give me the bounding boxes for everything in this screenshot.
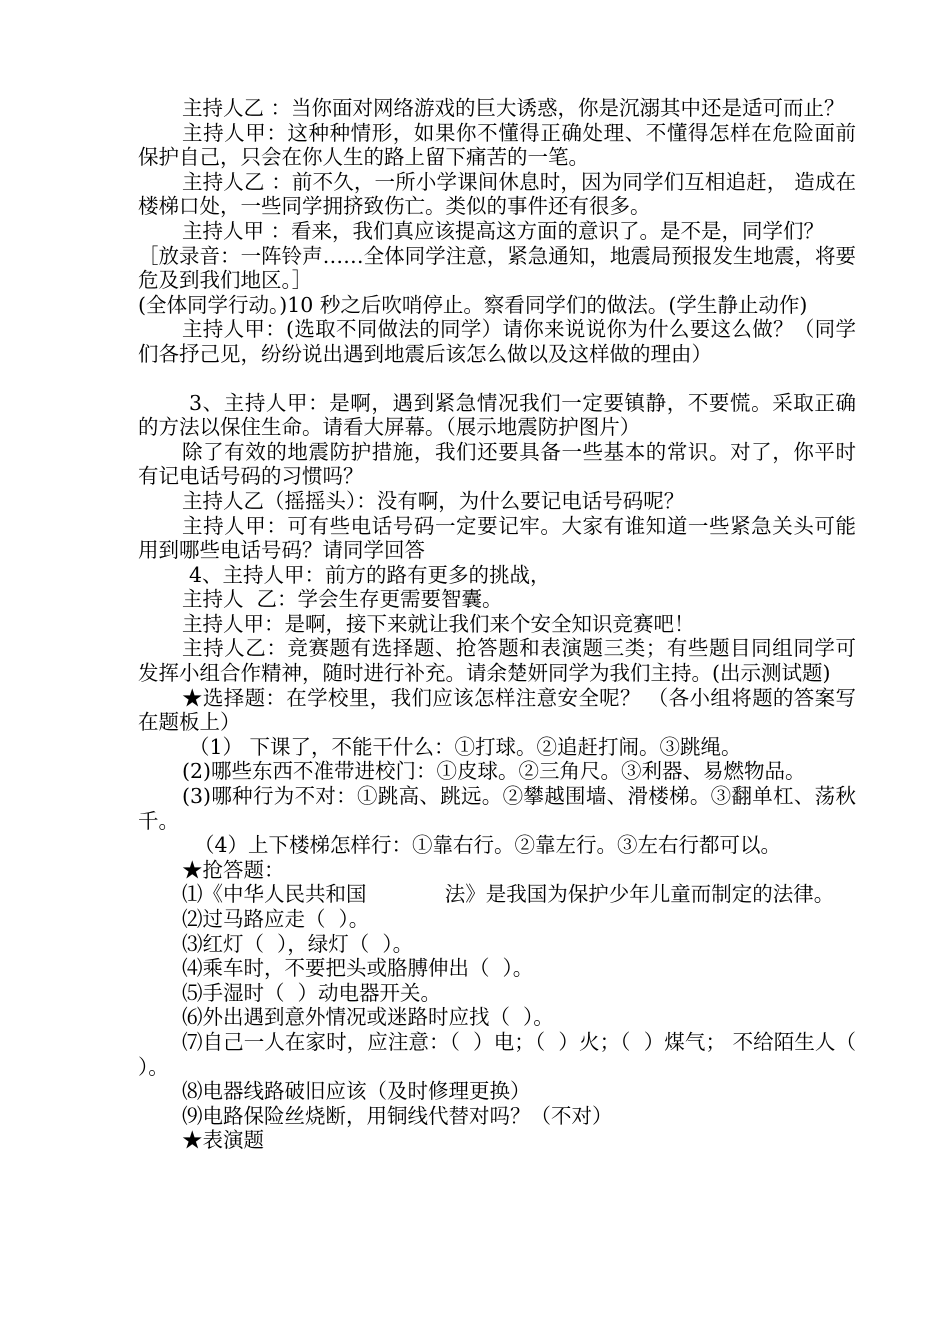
paragraph-18: (2)哪些东西不准带进校门：①皮球。②三角尺。③利器、易燃物品。 <box>182 759 806 784</box>
paragraph-30: ⑼电路保险丝烧断，用铜线代替对吗？（不对） <box>182 1103 613 1128</box>
paragraph-1: 主持人乙 ：当你面对网络游戏的巨大诱惑，你是沉溺其中还是适可而止？ <box>182 96 845 120</box>
paragraph-9: 除了有效的地震防护措施，我们还要具备一些基本的常识。对了，你平时有记电话号码的习惯吗？ <box>138 439 856 489</box>
paragraph-17: （1） 下课了，不能干什么：①打球。②追赶打闹。③跳绳。 <box>189 734 742 759</box>
paragraph-24: ⑶红灯（ ），绿灯（ ）。 <box>182 931 414 956</box>
paragraph-5: ［放录音：一阵铃声……全体同学注意，紧急通知，地震局预报发生地震，将要危及到我们地区。］ <box>138 243 856 293</box>
paragraph-22: ⑴《中华人民共和国 法》是我国为保护少年儿童而制定的法律。 <box>182 882 835 907</box>
paragraph-29: ⑻电器线路破旧应该（及时修理更换） <box>182 1079 531 1104</box>
paragraph-2: 主持人甲：这种种情形，如果你不懂得正确处理、不懂得怎样在危险面前保护自己，只会在你人生的路上留下痛苦的一笔。 <box>138 120 856 170</box>
paragraph-21: ★抢答题： <box>182 857 285 882</box>
paragraph-4: 主持人甲 ：看来，我们真应该提高这方面的意识了。是不是，同学们？ <box>182 218 825 243</box>
document-page <box>138 96 870 1153</box>
paragraph-25: ⑷乘车时，不要把头或胳膊伸出（ ）。 <box>182 956 534 981</box>
paragraph-10: 主持人乙（摇摇头）：没有啊，为什么要记电话号码呢？ <box>182 488 685 513</box>
paragraph-11: 主持人甲：可有些电话号码一定要记牢。大家有谁知道一些紧急关头可能用到哪些电话号码？请同学回答 <box>138 513 856 563</box>
paragraph-27: ⑹外出遇到意外情况或迷路时应找（ ）。 <box>182 1005 554 1030</box>
paragraph-20: （4）上下楼梯怎样行：①靠右行。②靠左行。③左右行都可以。 <box>194 833 782 858</box>
paragraph-6: (全体同学行动。)10 秒之后吹哨停止。察看同学们的做法。(学生静止动作) <box>138 292 808 317</box>
paragraph-15: 主持人乙：竞赛题有选择题、抢答题和表演题三类；有些题目同组同学可发挥小组合作精神，随时进行补充。请余楚妍同学为我们主持。(出示测试题) <box>138 636 856 686</box>
paragraph-3: 主持人乙 ：前不久，一所小学课间休息时，因为同学们互相追赶， 造成在楼梯口处，一些同学拥挤致伤亡。类似的事件还有很多。 <box>138 169 856 219</box>
paragraph-14: 主持人甲：是啊，接下来就让我们来个安全知识竞赛吧！ <box>182 611 695 636</box>
paragraph-12: 4、主持人甲：前方的路有更多的挑战， <box>189 562 551 587</box>
paragraph-13: 主持人 乙：学会生存更需要智囊。 <box>182 587 503 612</box>
paragraph-31: ★表演题 <box>182 1128 264 1153</box>
paragraph-23: ⑵过马路应走（ ）。 <box>182 907 370 931</box>
paragraph-26: ⑸手湿时（ ）动电器开关。 <box>182 980 442 1005</box>
paragraph-7: 主持人甲：(选取不同做法的同学）请你来说说你为什么要这么做？（同学们各抒己见，纷纷说出遇到地震后该怎么做以及这样做的理由） <box>138 317 856 366</box>
paragraph-16: ★选择题：在学校里，我们应该怎样注意安全呢？ （各小组将题的答案写在题板上） <box>138 685 856 735</box>
paragraph-8: 3、主持人甲：是啊，遇到紧急情况我们一定要镇静，不要慌。采取正确的方法以保住生命。请看大屏幕。（展示地震防护图片） <box>138 390 856 440</box>
paragraph-19: (3)哪种行为不对：①跳高、跳远。②攀越围墙、滑楼梯。③翻单杠、荡秋千。 <box>138 784 856 833</box>
paragraph-28: ⑺自己一人在家时，应注意：（ ）电；（ ）火；（ ）煤气； 不给陌生人（ ）。 <box>138 1029 870 1079</box>
